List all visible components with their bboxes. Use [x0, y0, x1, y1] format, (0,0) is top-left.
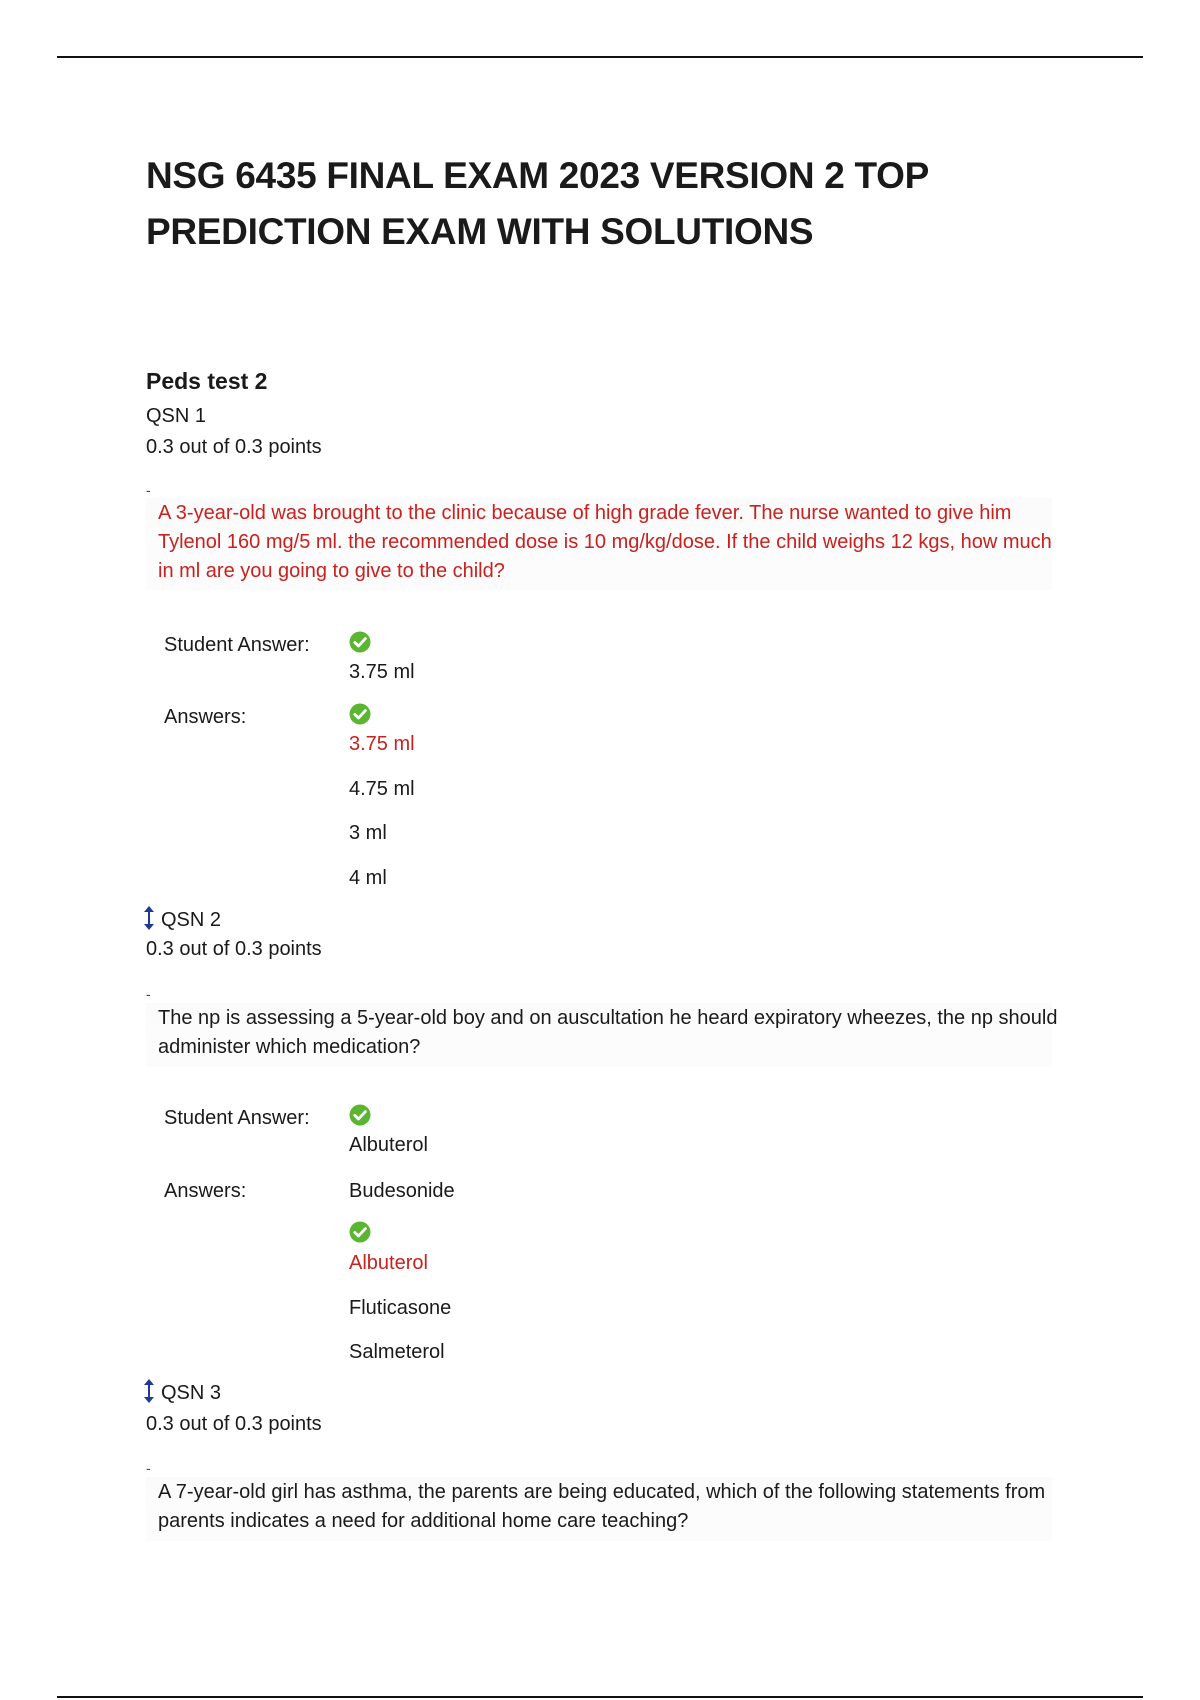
student-answer-label: Student Answer:	[164, 1107, 310, 1129]
answer-option: Budesonide	[349, 1180, 455, 1202]
question-text: A 3-year-old was brought to the clinic because of high grade fever. The nurse wanted to give him Tylenol 160 mg/5 ml. the recommended dose is 10 mg/kg/dose. If the child weighs 12 kgs, how much in ml are you going to give to the child?	[158, 502, 1052, 582]
document-title: NSG 6435 FINAL EXAM 2023 VERSION 2 TOP PREDICTION EXAM WITH SOLUTIONS	[146, 155, 930, 252]
question-number	[146, 1378, 221, 1408]
check-circle-icon	[349, 1221, 371, 1243]
header-rule	[57, 56, 1143, 58]
question-number-label: QSN 3	[161, 1382, 222, 1404]
question-dash: -	[146, 482, 151, 498]
answer-option: 4 ml	[349, 867, 387, 889]
question-points: 0.3 out of 0.3 points	[146, 1413, 322, 1435]
question-dash: -	[146, 986, 151, 1002]
answers-label: Answers:	[164, 1180, 247, 1202]
answer-option: 3 ml	[349, 822, 387, 844]
check-circle-icon	[349, 1104, 371, 1126]
footer-rule	[57, 1696, 1143, 1698]
section-heading: Peds test 2	[146, 368, 268, 394]
question-points: 0.3 out of 0.3 points	[146, 436, 322, 458]
question-text: A 7-year-old girl has asthma, the parents are being educated, which of the following statements from parents indicates a need for additional home care teaching?	[158, 1481, 1046, 1532]
sort-arrows-icon	[142, 905, 156, 931]
question-points: 0.3 out of 0.3 points	[146, 938, 322, 960]
question-dash: -	[146, 1460, 151, 1476]
sort-arrows-icon	[142, 1378, 156, 1404]
question-number-label: QSN 2	[161, 909, 222, 931]
question-number	[146, 905, 221, 935]
answer-option: Fluticasone	[349, 1297, 452, 1319]
student-answer-value: Albuterol	[349, 1134, 428, 1156]
student-answer-value: 3.75 ml	[349, 661, 415, 683]
answer-option-correct: Albuterol	[349, 1252, 428, 1274]
answer-option: 4.75 ml	[349, 778, 415, 800]
answers-label: Answers:	[164, 706, 247, 728]
student-answer-label: Student Answer:	[164, 634, 310, 656]
check-circle-icon	[349, 703, 371, 725]
check-circle-icon	[349, 631, 371, 653]
answer-option-correct: 3.75 ml	[349, 733, 415, 755]
question-number: QSN 1	[146, 405, 207, 427]
question-text: The np is assessing a 5-year-old boy and on auscultation he heard expiratory wheezes, the np should administer which medication?	[158, 1007, 1058, 1058]
answer-option: Salmeterol	[349, 1341, 445, 1363]
